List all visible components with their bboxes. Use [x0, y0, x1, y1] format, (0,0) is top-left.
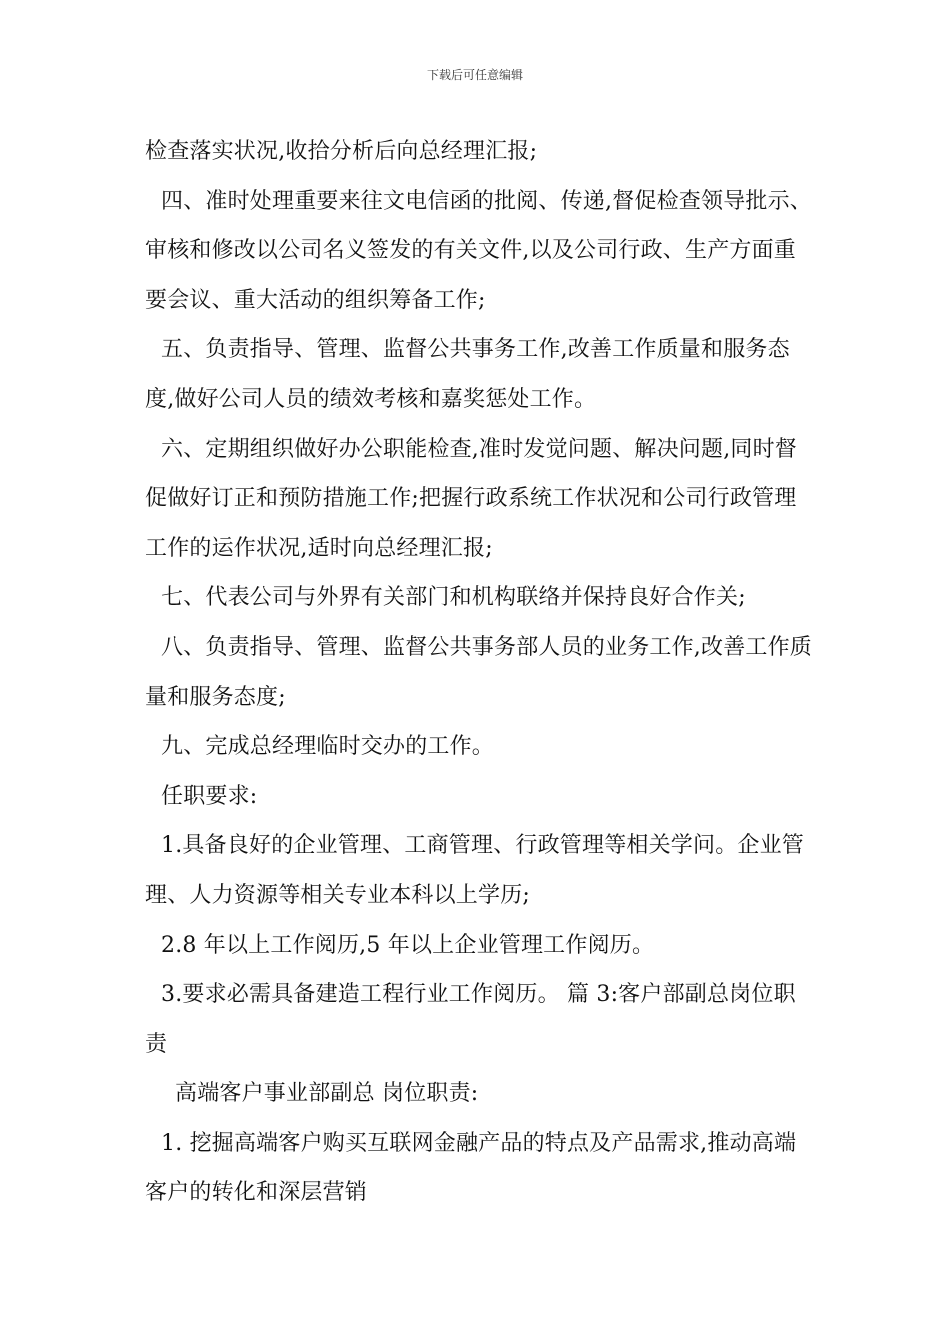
list-item: 3.要求必需具备建造工程行业工作阅历。 篇 3:客户部副总岗位职责	[145, 982, 796, 1057]
list-item: 1. 挖掘高端客户购买互联网金融产品的特点及产品需求,推动高端客户的转化和深层营销	[145, 1130, 797, 1206]
list-item: 2.8 年以上工作阅历,5 年以上企业管理工作阅历。	[161, 932, 655, 958]
list-item: 1.具备良好的企业管理、工商管理、行政管理等相关学问。企业管理、人力资源等相关专业本科以上学历;	[145, 833, 804, 908]
paragraph: 检查落实状况,收拾分析后向总经理汇报;	[145, 139, 538, 164]
paragraph: 四、准时处理重要来往文电信函的批阅、传递,督促检查领导批示、审核和修改以公司名义签发的有关文件,以及公司行政、生产方面重要会议、重大活动的组织筹备工作;	[145, 188, 812, 313]
section-heading: 高端客户事业部副总 岗位职责:	[175, 1081, 479, 1107]
paragraph: 七、代表公司与外界有关部门和机构联络并保持良好合作关;	[161, 585, 746, 611]
paragraph: 九、完成总经理临时交办的工作。	[161, 734, 495, 760]
page-header: 下载后可任意编辑	[426, 68, 523, 82]
section-heading: 任职要求:	[161, 783, 258, 809]
paragraph: 五、负责指导、管理、监督公共事务工作,改善工作质量和服务态度,做好公司人员的绩效考核和嘉奖惩处工作。	[145, 337, 790, 412]
paragraph: 六、定期组织做好办公职能检查,准时发觉问题、解决问题,同时督促做好订正和预防措施工作;把握行政系统工作状况和公司行政管理工作的运作状况,适时向总经理汇报;	[145, 436, 797, 561]
document-body	[145, 127, 815, 1218]
paragraph: 八、负责指导、管理、监督公共事务部人员的业务工作,改善工作质量和服务态度;	[145, 634, 812, 710]
